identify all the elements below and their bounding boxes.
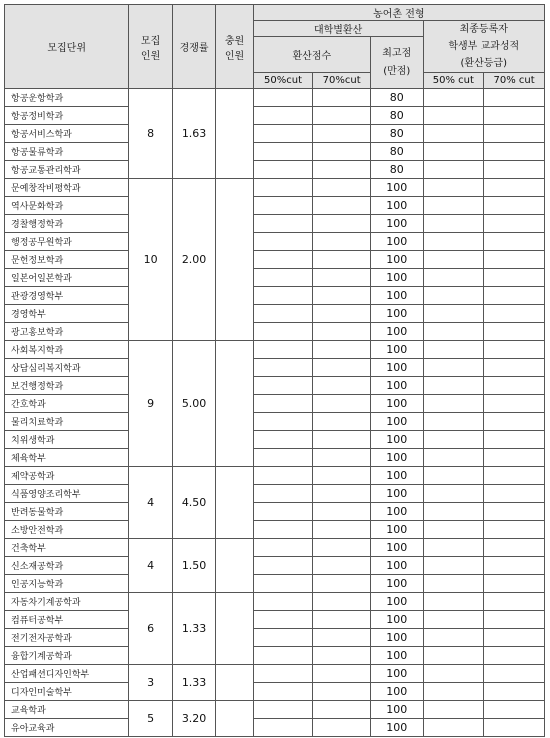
- table-row: [5, 305, 545, 323]
- cut50-cell: [253, 233, 313, 251]
- final-cut50-cell: [423, 89, 484, 107]
- cut70-cell: [313, 521, 371, 539]
- cut70-cell: [313, 359, 371, 377]
- table-row: [5, 593, 545, 611]
- table-row: [5, 431, 545, 449]
- table-row: [5, 665, 545, 683]
- final-cut50-cell: [423, 665, 484, 683]
- dept-name: 보건행정학과: [5, 377, 129, 395]
- final-cut50-cell: [423, 521, 484, 539]
- dept-name: 문헌정보학과: [5, 251, 129, 269]
- dept-name: 상담심리복지학과: [5, 359, 129, 377]
- final-cut50-cell: [423, 575, 484, 593]
- dept-name: 항공서비스학과: [5, 125, 129, 143]
- cut70-cell: [313, 197, 371, 215]
- final-cut50-cell: [423, 233, 484, 251]
- header-competition: 경쟁률: [172, 5, 215, 89]
- cut70-cell: [313, 701, 371, 719]
- cut70-cell: [313, 485, 371, 503]
- table-row: [5, 359, 545, 377]
- final-cut50-cell: [423, 287, 484, 305]
- table-row: [5, 557, 545, 575]
- final-cut50-cell: [423, 431, 484, 449]
- final-cut70-cell: [484, 125, 545, 143]
- final-cut70-cell: [484, 629, 545, 647]
- max-score: 100: [370, 341, 423, 359]
- table-row: [5, 719, 545, 737]
- table-row: [5, 323, 545, 341]
- final-cut50-cell: [423, 647, 484, 665]
- max-score: 100: [370, 269, 423, 287]
- max-score: 100: [370, 575, 423, 593]
- final-cut50-cell: [423, 305, 484, 323]
- cut70-cell: [313, 395, 371, 413]
- max-score: 80: [370, 161, 423, 179]
- max-score: 100: [370, 431, 423, 449]
- final-cut50-cell: [423, 557, 484, 575]
- cut50-cell: [253, 323, 313, 341]
- dept-name: 관광경영학부: [5, 287, 129, 305]
- recruit-count: 5: [129, 701, 172, 737]
- dept-name: 항공물류학과: [5, 143, 129, 161]
- table-row: [5, 683, 545, 701]
- max-score: 100: [370, 557, 423, 575]
- cut70-cell: [313, 449, 371, 467]
- table-row: [5, 287, 545, 305]
- dept-name: 산업패션디자인학부: [5, 665, 129, 683]
- cut70-cell: [313, 683, 371, 701]
- dept-name: 광고홍보학과: [5, 323, 129, 341]
- final-cut50-cell: [423, 197, 484, 215]
- cut50-cell: [253, 215, 313, 233]
- final-cut70-cell: [484, 665, 545, 683]
- cut70-cell: [313, 575, 371, 593]
- max-score: 100: [370, 521, 423, 539]
- final-cut50-cell: [423, 413, 484, 431]
- final-cut70-cell: [484, 485, 545, 503]
- cut50-cell: [253, 575, 313, 593]
- extra-count: [216, 467, 253, 539]
- final-cut50-cell: [423, 377, 484, 395]
- max-score: 100: [370, 197, 423, 215]
- cut50-cell: [253, 593, 313, 611]
- final-cut50-cell: [423, 107, 484, 125]
- recruit-count: 6: [129, 593, 172, 665]
- final-cut50-cell: [423, 611, 484, 629]
- dept-name: 제약공학과: [5, 467, 129, 485]
- extra-count: [216, 539, 253, 593]
- cut70-cell: [313, 665, 371, 683]
- cut70-cell: [313, 377, 371, 395]
- dept-name: 사회복지학과: [5, 341, 129, 359]
- cut50-cell: [253, 431, 313, 449]
- max-score: 100: [370, 287, 423, 305]
- dept-name: 신소재공학과: [5, 557, 129, 575]
- cut50-cell: [253, 683, 313, 701]
- table-header: [5, 5, 545, 89]
- table-row: [5, 449, 545, 467]
- max-score: 100: [370, 683, 423, 701]
- table-row: [5, 413, 545, 431]
- dept-name: 항공정비학과: [5, 107, 129, 125]
- max-score: 100: [370, 539, 423, 557]
- cut70-cell: [313, 89, 371, 107]
- final-cut50-cell: [423, 161, 484, 179]
- max-score: 80: [370, 89, 423, 107]
- cut70-cell: [313, 341, 371, 359]
- cut70-cell: [313, 593, 371, 611]
- header-cut70: 70%cut: [313, 73, 371, 89]
- cut70-cell: [313, 215, 371, 233]
- final-cut70-cell: [484, 197, 545, 215]
- dept-name: 융합기계공학과: [5, 647, 129, 665]
- dept-name: 항공운항학과: [5, 89, 129, 107]
- table-row: [5, 467, 545, 485]
- final-cut70-cell: [484, 233, 545, 251]
- dept-name: 자동차기계공학과: [5, 593, 129, 611]
- final-cut70-cell: [484, 287, 545, 305]
- extra-count: [216, 701, 253, 737]
- max-score: 80: [370, 143, 423, 161]
- competition-ratio: 1.33: [172, 665, 215, 701]
- final-cut70-cell: [484, 395, 545, 413]
- table-row: [5, 107, 545, 125]
- competition-ratio: 1.50: [172, 539, 215, 593]
- competition-ratio: 1.63: [172, 89, 215, 179]
- dept-name: 유아교육과: [5, 719, 129, 737]
- admission-results-table: [4, 4, 545, 737]
- table-row: [5, 215, 545, 233]
- cut50-cell: [253, 647, 313, 665]
- competition-ratio: 2.00: [172, 179, 215, 341]
- table-row: [5, 125, 545, 143]
- cut50-cell: [253, 467, 313, 485]
- final-cut70-cell: [484, 593, 545, 611]
- recruit-count: 9: [129, 341, 172, 467]
- final-cut70-cell: [484, 557, 545, 575]
- extra-count: [216, 179, 253, 341]
- final-cut50-cell: [423, 359, 484, 377]
- final-cut50-cell: [423, 449, 484, 467]
- cut50-cell: [253, 611, 313, 629]
- final-cut70-cell: [484, 413, 545, 431]
- max-score: 100: [370, 449, 423, 467]
- extra-count: [216, 89, 253, 179]
- cut70-cell: [313, 125, 371, 143]
- cut70-cell: [313, 107, 371, 125]
- header-max: 최고점 (만점): [370, 37, 423, 89]
- final-cut70-cell: [484, 521, 545, 539]
- header-cut50: 50%cut: [253, 73, 313, 89]
- final-cut50-cell: [423, 251, 484, 269]
- max-score: 100: [370, 323, 423, 341]
- dept-name: 물리치료학과: [5, 413, 129, 431]
- header-final-cut70: 70% cut: [484, 73, 545, 89]
- max-score: 100: [370, 647, 423, 665]
- final-cut70-cell: [484, 575, 545, 593]
- competition-ratio: 1.33: [172, 593, 215, 665]
- final-cut70-cell: [484, 107, 545, 125]
- table-row: [5, 197, 545, 215]
- cut50-cell: [253, 629, 313, 647]
- dept-name: 경찰행정학과: [5, 215, 129, 233]
- table-row: [5, 89, 545, 107]
- cut70-cell: [313, 269, 371, 287]
- header-track: 농어촌 전형: [253, 5, 544, 21]
- dept-name: 행정공무원학과: [5, 233, 129, 251]
- final-cut70-cell: [484, 341, 545, 359]
- final-cut50-cell: [423, 485, 484, 503]
- cut50-cell: [253, 485, 313, 503]
- cut70-cell: [313, 413, 371, 431]
- final-cut70-cell: [484, 251, 545, 269]
- dept-name: 교육학과: [5, 701, 129, 719]
- table-row: [5, 539, 545, 557]
- cut50-cell: [253, 269, 313, 287]
- final-cut70-cell: [484, 539, 545, 557]
- final-cut50-cell: [423, 269, 484, 287]
- cut50-cell: [253, 665, 313, 683]
- cut50-cell: [253, 305, 313, 323]
- final-cut70-cell: [484, 359, 545, 377]
- final-cut70-cell: [484, 215, 545, 233]
- cut70-cell: [313, 431, 371, 449]
- final-cut70-cell: [484, 503, 545, 521]
- final-cut50-cell: [423, 719, 484, 737]
- cut70-cell: [313, 629, 371, 647]
- cut50-cell: [253, 161, 313, 179]
- final-cut70-cell: [484, 161, 545, 179]
- table-row: [5, 233, 545, 251]
- recruit-count: 8: [129, 89, 172, 179]
- cut70-cell: [313, 647, 371, 665]
- header-final-cut50: 50% cut: [423, 73, 484, 89]
- final-cut50-cell: [423, 467, 484, 485]
- cut50-cell: [253, 413, 313, 431]
- cut70-cell: [313, 503, 371, 521]
- header-unit: 모집단위: [5, 5, 129, 89]
- cut70-cell: [313, 611, 371, 629]
- max-score: 100: [370, 359, 423, 377]
- max-score: 100: [370, 629, 423, 647]
- cut70-cell: [313, 143, 371, 161]
- cut70-cell: [313, 251, 371, 269]
- recruit-count: 3: [129, 665, 172, 701]
- dept-name: 치위생학과: [5, 431, 129, 449]
- cut50-cell: [253, 503, 313, 521]
- cut70-cell: [313, 539, 371, 557]
- table-row: [5, 647, 545, 665]
- max-score: 100: [370, 215, 423, 233]
- max-score: 100: [370, 251, 423, 269]
- final-cut70-cell: [484, 467, 545, 485]
- table-row: [5, 377, 545, 395]
- cut50-cell: [253, 125, 313, 143]
- table-row: [5, 629, 545, 647]
- cut50-cell: [253, 251, 313, 269]
- max-score: 100: [370, 503, 423, 521]
- max-score: 100: [370, 413, 423, 431]
- table-row: [5, 485, 545, 503]
- dept-name: 컴퓨터공학부: [5, 611, 129, 629]
- cut50-cell: [253, 197, 313, 215]
- cut70-cell: [313, 719, 371, 737]
- table-row: [5, 575, 545, 593]
- dept-name: 역사문화학과: [5, 197, 129, 215]
- cut50-cell: [253, 539, 313, 557]
- table-row: [5, 521, 545, 539]
- final-cut70-cell: [484, 611, 545, 629]
- table-row: [5, 611, 545, 629]
- header-univ-conv: 대학별환산: [253, 21, 423, 37]
- final-cut50-cell: [423, 341, 484, 359]
- extra-count: [216, 593, 253, 665]
- final-cut50-cell: [423, 323, 484, 341]
- final-cut50-cell: [423, 125, 484, 143]
- cut50-cell: [253, 521, 313, 539]
- cut50-cell: [253, 359, 313, 377]
- dept-name: 건축학부: [5, 539, 129, 557]
- final-cut50-cell: [423, 629, 484, 647]
- max-score: 80: [370, 125, 423, 143]
- final-cut50-cell: [423, 593, 484, 611]
- cut50-cell: [253, 719, 313, 737]
- dept-name: 인공지능학과: [5, 575, 129, 593]
- recruit-count: 4: [129, 467, 172, 539]
- final-cut70-cell: [484, 701, 545, 719]
- cut50-cell: [253, 395, 313, 413]
- dept-name: 항공교통관리학과: [5, 161, 129, 179]
- competition-ratio: 4.50: [172, 467, 215, 539]
- competition-ratio: 5.00: [172, 341, 215, 467]
- dept-name: 전기전자공학과: [5, 629, 129, 647]
- max-score: 100: [370, 305, 423, 323]
- table-row: [5, 395, 545, 413]
- max-score: 100: [370, 593, 423, 611]
- header-final: 최종등록자 학생부 교과성적 (환산등급): [423, 21, 544, 73]
- cut70-cell: [313, 467, 371, 485]
- max-score: 80: [370, 107, 423, 125]
- cut50-cell: [253, 701, 313, 719]
- dept-name: 문예창작비평학과: [5, 179, 129, 197]
- max-score: 100: [370, 233, 423, 251]
- final-cut50-cell: [423, 179, 484, 197]
- final-cut70-cell: [484, 179, 545, 197]
- final-cut50-cell: [423, 503, 484, 521]
- cut70-cell: [313, 161, 371, 179]
- final-cut70-cell: [484, 377, 545, 395]
- final-cut70-cell: [484, 89, 545, 107]
- table-row: [5, 251, 545, 269]
- max-score: 100: [370, 611, 423, 629]
- table-body: [5, 89, 545, 737]
- table-row: [5, 503, 545, 521]
- max-score: 100: [370, 179, 423, 197]
- header-recruit: 모집 인원: [129, 5, 172, 89]
- cut70-cell: [313, 179, 371, 197]
- table-row: [5, 341, 545, 359]
- header-conv-score: 환산점수: [253, 37, 370, 73]
- max-score: 100: [370, 665, 423, 683]
- dept-name: 체육학부: [5, 449, 129, 467]
- dept-name: 소방안전학과: [5, 521, 129, 539]
- cut50-cell: [253, 179, 313, 197]
- final-cut70-cell: [484, 305, 545, 323]
- table-row: [5, 269, 545, 287]
- dept-name: 반려동물학과: [5, 503, 129, 521]
- cut50-cell: [253, 449, 313, 467]
- final-cut50-cell: [423, 395, 484, 413]
- cut50-cell: [253, 89, 313, 107]
- max-score: 100: [370, 377, 423, 395]
- final-cut50-cell: [423, 143, 484, 161]
- cut50-cell: [253, 107, 313, 125]
- max-score: 100: [370, 719, 423, 737]
- header-extra: 충원 인원: [216, 5, 253, 89]
- max-score: 100: [370, 701, 423, 719]
- final-cut50-cell: [423, 683, 484, 701]
- dept-name: 일본어일본학과: [5, 269, 129, 287]
- final-cut70-cell: [484, 719, 545, 737]
- final-cut50-cell: [423, 215, 484, 233]
- cut50-cell: [253, 143, 313, 161]
- table-row: [5, 143, 545, 161]
- cut70-cell: [313, 287, 371, 305]
- dept-name: 식품영양조리학부: [5, 485, 129, 503]
- final-cut70-cell: [484, 269, 545, 287]
- dept-name: 경영학부: [5, 305, 129, 323]
- cut50-cell: [253, 557, 313, 575]
- final-cut70-cell: [484, 647, 545, 665]
- final-cut50-cell: [423, 701, 484, 719]
- cut70-cell: [313, 305, 371, 323]
- dept-name: 간호학과: [5, 395, 129, 413]
- final-cut70-cell: [484, 323, 545, 341]
- dept-name: 디자인미술학부: [5, 683, 129, 701]
- max-score: 100: [370, 395, 423, 413]
- final-cut70-cell: [484, 143, 545, 161]
- competition-ratio: 3.20: [172, 701, 215, 737]
- recruit-count: 10: [129, 179, 172, 341]
- final-cut70-cell: [484, 449, 545, 467]
- recruit-count: 4: [129, 539, 172, 593]
- cut70-cell: [313, 233, 371, 251]
- table-row: [5, 179, 545, 197]
- cut70-cell: [313, 323, 371, 341]
- extra-count: [216, 341, 253, 467]
- max-score: 100: [370, 467, 423, 485]
- table-row: [5, 701, 545, 719]
- cut50-cell: [253, 287, 313, 305]
- final-cut70-cell: [484, 431, 545, 449]
- max-score: 100: [370, 485, 423, 503]
- cut50-cell: [253, 377, 313, 395]
- final-cut70-cell: [484, 683, 545, 701]
- final-cut50-cell: [423, 539, 484, 557]
- cut70-cell: [313, 557, 371, 575]
- cut50-cell: [253, 341, 313, 359]
- table-row: [5, 161, 545, 179]
- extra-count: [216, 665, 253, 701]
